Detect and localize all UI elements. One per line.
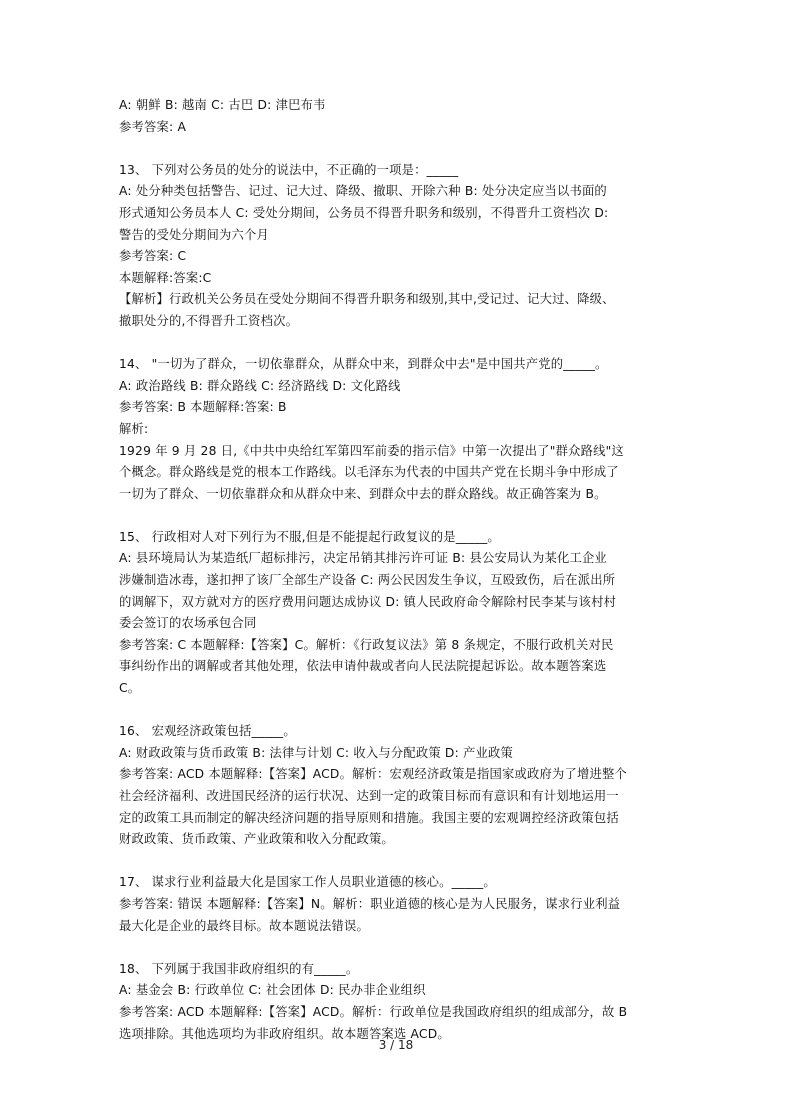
paragraph-gap [119, 700, 679, 722]
text-line: C。 [119, 681, 141, 696]
text-line: 参考答案: ACD 本题解释:【答案】ACD。解析：行政单位是我国政府组织的组成部分，故 B [119, 1004, 628, 1019]
question-14 [119, 354, 679, 505]
text-line: 参考答案: A [119, 119, 187, 134]
question-17 [119, 872, 679, 937]
paragraph-gap [119, 138, 679, 160]
text-line: 参考答案: C 本题解释:【答案】C。解析：《行政复议法》第 8 条规定，不服行政机关对民 [119, 637, 614, 652]
paragraph-gap [119, 333, 679, 355]
text-line: 本题解释:答案:C [119, 270, 212, 285]
page-number: 3 / 18 [378, 1038, 414, 1052]
text-line: 形式通知公务员本人 C: 受处分期间，公务员不得晋升职务和级别，不得晋升工资档次 D: [119, 205, 609, 220]
text-line: 14、 "一切为了群众，一切依靠群众，从群众中来，到群众中去"是中国共产党的_____。 [119, 357, 608, 372]
paragraph-gap [119, 851, 679, 873]
text-line: 涉嫌制造冰毒，遂扣押了该厂全部生产设备 C: 两公民因发生争议，互殴致伤，后在派出所 [119, 573, 616, 588]
text-line: A: 基金会 B: 行政单位 C: 社会团体 D: 民办非企业组织 [119, 983, 426, 998]
text-line: 参考答案: 错误 本题解释:【答案】N。解析：职业道德的核心是为人民服务，谋求行业利益 [119, 896, 621, 911]
paragraph-gap [119, 937, 679, 959]
text-line: A: 朝鲜 B: 越南 C: 古巴 D: 津巴布韦 [119, 98, 326, 112]
question-18 [119, 959, 679, 1045]
text-line: 的调解下，双方就对方的医疗费用问题达成协议 D: 镇人民政府命令解除村民李某与该村村 [119, 594, 617, 609]
text-line: 委会签订的农场承包合同 [119, 616, 257, 631]
text-line: 参考答案: ACD 本题解释:【答案】ACD。解析：宏观经济政策是指国家或政府为了增进整个 [119, 767, 627, 782]
text-line: A: 政治路线 B: 群众路线 C: 经济路线 D: 文化路线 [119, 378, 401, 393]
text-line: 参考答案: C [119, 249, 187, 264]
question-15 [119, 527, 679, 700]
text-line: 警告的受处分期间为六个月 [119, 227, 269, 242]
text-line: 【解析】行政机关公务员在受处分期间不得晋升职务和级别,其中,受记过、记大过、降级、 [119, 292, 615, 307]
text-line: 定的政策工具而制定的解决经济问题的指导原则和措施。我国主要的宏观调控经济政策包括 [119, 810, 619, 825]
text-line: 参考答案: B 本题解释:答案: B [119, 400, 287, 415]
text-line: 财政政策、货币政策、产业政策和收入分配政策。 [119, 832, 394, 847]
paragraph-gap [119, 505, 679, 527]
text-line: A: 县环境局认为某造纸厂超标排污，决定吊销其排污许可证 B: 县公安局认为某化工企业 [119, 551, 607, 566]
text-line: 社会经济福利、改进国民经济的运行状况、达到一定的政策目标而有意识和有计划地运用一 [119, 789, 619, 803]
text-line: 撤职处分的,不得晋升工资档次。 [119, 313, 299, 328]
text-line: 18、 下列属于我国非政府组织的有_____。 [119, 961, 359, 976]
text-line: A: 财政政策与货币政策 B: 法律与计划 C: 收入与分配政策 D: 产业政策 [119, 745, 514, 760]
text-line: 1929 年 9 月 28 日,《中共中央给红军第四军前委的指示信》中第一次提出了"群众路线"这 [119, 443, 624, 458]
text-line: 16、 宏观经济政策包括_____。 [119, 724, 296, 739]
text-line: 解析: [119, 421, 149, 436]
q12-tail [119, 95, 679, 138]
text-line: 事纠纷作出的调解或者其他处理，依法申请仲裁或者向人民法院提起诉讼。故本题答案选 [119, 659, 607, 674]
question-16 [119, 721, 679, 851]
text-line: 个概念。群众路线是党的根本工作路线。以毛泽东为代表的中国共产党在长期斗争中形成了 [119, 465, 619, 480]
text-line: 13、 下列对公务员的处分的说法中，不正确的一项是：_____ [119, 162, 459, 177]
text-line: 17、 谋求行业利益最大化是国家工作人员职业道德的核心。_____。 [119, 875, 496, 890]
text-line: 最大化是企业的最终目标。故本题说法错误。 [119, 918, 369, 933]
text-line: 选项排除。其他选项均为非政府组织。故本题答案选 ACD。 [119, 1026, 450, 1041]
text-line: A: 处分种类包括警告、记过、记大过、降级、撤职、开除六种 B: 处分决定应当以书面的 [119, 184, 607, 199]
page-content [119, 95, 679, 1045]
question-13 [119, 160, 679, 333]
text-line: 15、 行政相对人对下列行为不服,但是不能提起行政复议的是_____。 [119, 529, 500, 544]
text-line: 一切为了群众、一切依靠群众和从群众中来、到群众中去的群众路线。故正确答案为 B。 [119, 486, 607, 501]
